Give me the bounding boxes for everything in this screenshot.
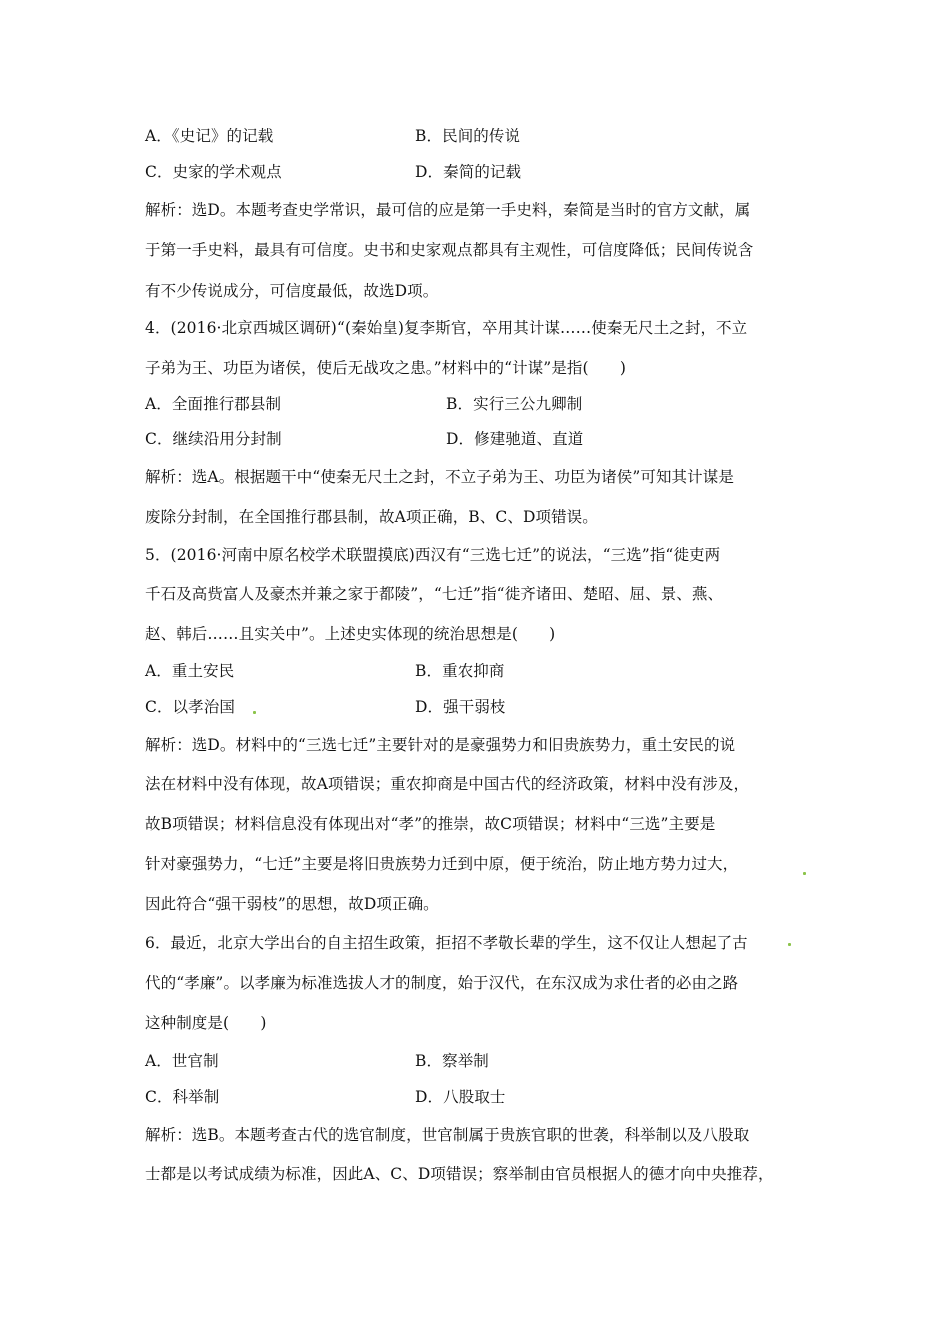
q3-analysis-line: 解析：选D。本题考查史学常识，最可信的应是第一手史料，秦简是当时的官方文献，属 [145,201,751,219]
q6-analysis-line: 解析：选B。本题考查古代的选官制度，世官制属于贵族官职的世袭，科举制以及八股取 [145,1126,750,1144]
scan-speck [788,943,791,946]
q3-option-a: A．《史记》的记载 [145,127,274,145]
q6-stem-line: 代的“孝廉”。以孝廉为标准选拔人才的制度，始于汉代，在东汉成为求仕者的必由之路 [145,974,739,992]
q6-stem-line: 6．最近，北京大学出台的自主招生政策，拒招不孝敬长辈的学生，这不仅让人想起了古 [145,934,748,952]
q5-analysis-line: 因此符合“强干弱枝”的思想，故D项正确。 [145,895,439,913]
q4-option-d: D．修建驰道、直道 [446,430,584,448]
q6-option-b: B．察举制 [415,1052,489,1070]
q4-option-a: A．全面推行郡县制 [145,395,282,413]
q4-analysis-line: 废除分封制，在全国推行郡县制，故A项正确，B、C、D项错误。 [145,508,598,526]
q5-stem-line: 5．(2016·河南中原名校学术联盟摸底)西汉有“三选七迁”的说法，“三选”指“徙吏两 [145,546,721,564]
q3-analysis-line: 于第一手史料，最具有可信度。史书和史家观点都具有主观性，可信度降低；民间传说含 [145,241,754,259]
q3-option-d: D．秦简的记载 [415,163,522,181]
q5-analysis-line: 法在材料中没有体现，故A项错误；重农抑商是中国古代的经济政策，材料中没有涉及， [145,775,750,793]
q5-analysis-line: 解析：选D。材料中的“三选七迁”主要针对的是豪强势力和旧贵族势力，重土安民的说 [145,736,736,754]
q4-analysis-line: 解析：选A。根据题干中“使秦无尺土之封，不立子弟为王、功臣为诸侯”可知其计谋是 [145,468,734,486]
q6-option-c: C．科举制 [145,1088,220,1106]
q5-stem-line: 千石及高赀富人及豪杰并兼之家于都陵”，“七迁”指“徙齐诸田、楚昭、屈、景、燕、 [145,585,724,603]
q6-option-a: A．世官制 [145,1052,219,1070]
scan-speck [803,872,806,875]
q6-analysis-line: 士都是以考试成绩为标准，因此A、C、D项错误；察举制由官员根据人的德才向中央推荐， [145,1165,774,1183]
q4-stem-line: 子弟为王、功臣为诸侯，使后无战攻之患。”材料中的“计谋”是指( ) [145,359,627,377]
q6-stem-line: 这种制度是( ) [145,1014,267,1032]
q5-analysis-line: 故B项错误；材料信息没有体现出对“孝”的推崇，故C项错误；材料中“三选”主要是 [145,815,716,833]
q5-option-b: B．重农抑商 [415,662,505,680]
scan-speck [253,711,256,714]
q5-option-d: D．强干弱枝 [415,698,506,716]
q3-option-c: C．史家的学术观点 [145,163,282,181]
q3-analysis-line: 有不少传说成分，可信度最低，故选D项。 [145,282,439,300]
q4-option-c: C．继续沿用分封制 [145,430,282,448]
q5-analysis-line: 针对豪强势力，“七迁”主要是将旧贵族势力迁到中原，便于统治，防止地方势力过大， [145,855,739,873]
q5-stem-line: 赵、韩后……且实关中”。上述史实体现的统治思想是( ) [145,625,556,643]
q6-option-d: D．八股取士 [415,1088,506,1106]
q3-option-b: B．民间的传说 [415,127,521,145]
q5-option-c: C．以孝治国 [145,698,235,716]
q4-stem-line: 4．(2016·北京西城区调研)“(秦始皇)复李斯官，卒用其计谋……使秦无尺土之封，不立 [145,319,748,337]
q5-option-a: A．重土安民 [145,662,235,680]
q4-option-b: B．实行三公九卿制 [446,395,583,413]
